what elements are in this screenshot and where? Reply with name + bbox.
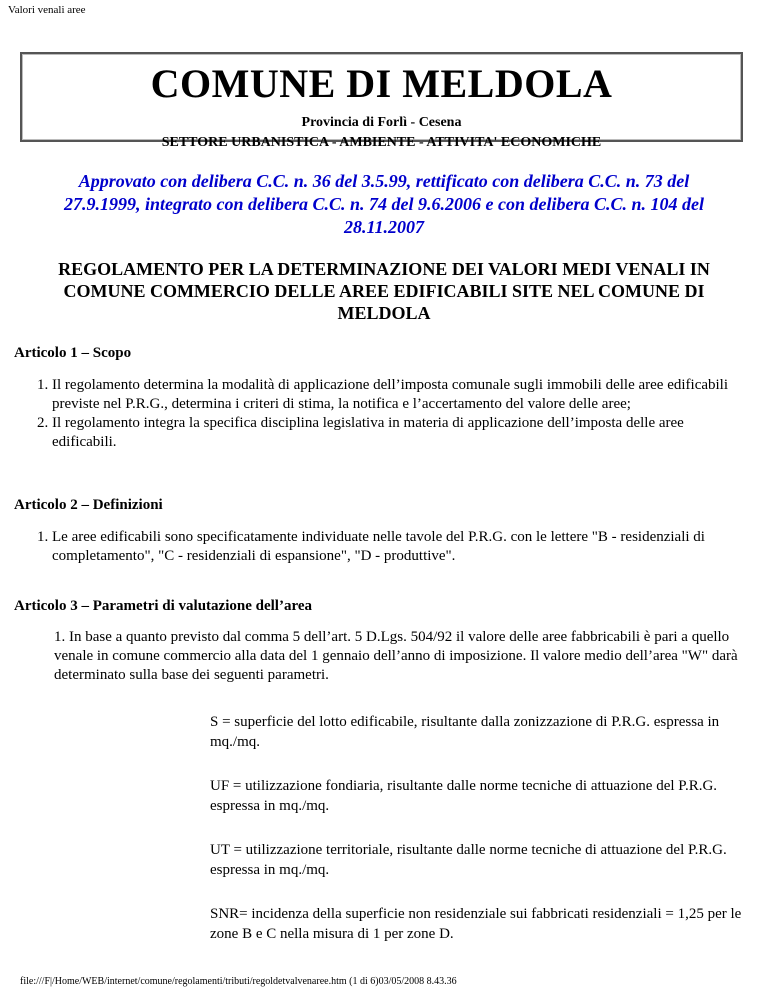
article-2-heading: Articolo 2 – Definizioni: [14, 497, 163, 513]
article-2-list: [14, 528, 752, 566]
approval-line: 27.9.1999, integrato con delibera C.C. n. 74 del 9.6.2006 e con delibera C.C. n. 104 del: [64, 194, 704, 214]
approval-line: 28.11.2007: [343, 217, 424, 237]
article-1-item: 2. Il regolamento integra la specifica disciplina legislativa in materia di applicazione dell’imposta delle aree edificabili.: [52, 414, 752, 452]
article-3-heading: Articolo 3 – Parametri di valutazione dell’area: [14, 598, 312, 614]
param-s: S = superficie del lotto edificabile, risultante dalla zonizzazione di P.R.G. espressa in mq./mq.: [210, 714, 720, 750]
page-header-title: Valori venali aree: [8, 4, 86, 16]
article-3-paragraph: 1. In base a quanto previsto dal comma 5 dell’art. 5 D.Lgs. 504/92 il valore delle aree fabbricabili è pari a quello venale in comune commercio alla data del 1 gennaio dell’anno di imposizione. Il valore medio dell’area "W" darà determinato sulla base dei seguenti parametri.: [54, 629, 738, 683]
sector-subtitle: SETTORE URBANISTICA - AMBIENTE - ATTIVITA' ECONOMICHE: [161, 135, 602, 150]
article-1-list: [14, 376, 752, 452]
param-uf: UF = utilizzazione fondiaria, risultante dalle norme tecniche di attuazione del P.R.G. espressa in mq./mq.: [210, 778, 718, 814]
regulation-title-line: COMUNE COMMERCIO DELLE AREE EDIFICABILI SITE NEL COMUNE DI: [63, 281, 705, 301]
article-2-item: 1. Le aree edificabili sono specificatamente individuate nelle tavole del P.R.G. con le lettere "B - residenziali di completamento", "C - residenziali di espansione", "D - produttive".: [52, 528, 752, 566]
article-1-item: 1. Il regolamento determina la modalità di applicazione dell’imposta comunale sugli immobili delle aree edificabili previste nel P.R.G., determina i criteri di stima, la notifica e l’accertamento del valore delle aree;: [52, 376, 752, 414]
approval-line: Approvato con delibera C.C. n. 36 del 3.5.99, rettificato con delibera C.C. n. 73 del: [78, 171, 690, 191]
title-box: [20, 52, 743, 150]
municipality-title: COMUNE DI MELDOLA: [150, 61, 613, 106]
regulation-title-line: MELDOLA: [337, 303, 431, 323]
approval-note: [14, 170, 754, 239]
regulation-title: [14, 258, 754, 324]
regulation-title-line: REGOLAMENTO PER LA DETERMINAZIONE DEI VALORI MEDI VENALI IN: [58, 259, 710, 279]
param-ut: UT = utilizzazione territoriale, risultante dalle norme tecniche di attuazione del P.R.G. espressa in mq./mq.: [210, 842, 727, 878]
param-snr: SNR= incidenza della superficie non residenziale sui fabbricati residenziali = 1,25 per le zone B e C nella misura di 1 per zone D.: [210, 906, 742, 942]
article-1-heading: Articolo 1 – Scopo: [14, 345, 132, 361]
page-footer-path: file:///F|/Home/WEB/internet/comune/regolamenti/tributi/regoldetvalvenaree.htm (1 di 6)03/05/2008 8.43.36: [20, 976, 457, 987]
province-subtitle: Provincia di Forlì - Cesena: [301, 115, 462, 130]
